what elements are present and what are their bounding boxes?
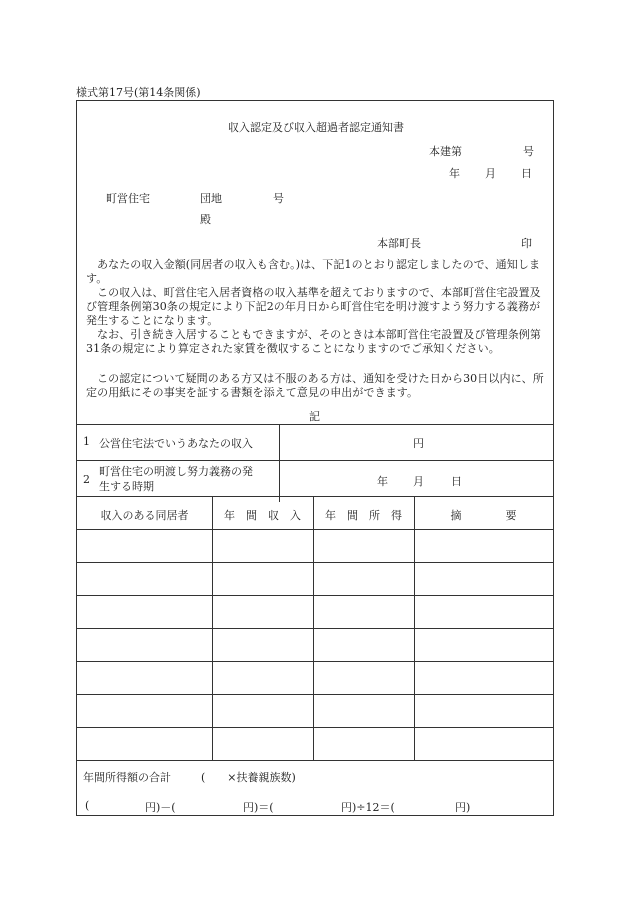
- addressee-housing: 町営住宅: [106, 192, 150, 205]
- total-label: 年間所得額の合計: [83, 771, 171, 784]
- document-title: 収入認定及び収入超過者認定通知書: [228, 121, 404, 134]
- date-year: 年: [449, 167, 460, 180]
- formula-part-3: 円)÷12＝(: [341, 801, 395, 814]
- total-dependents: ( ×扶養親族数): [201, 771, 296, 784]
- doc-number-suffix: 号: [523, 145, 534, 158]
- header-annual-income: 年 間 収 入: [224, 509, 301, 522]
- item-2-year: 年: [377, 475, 388, 488]
- item-2-label-line2: 生する時期: [99, 480, 154, 493]
- item-2-month: 月: [413, 475, 424, 488]
- doc-number-prefix: 本建第: [429, 145, 462, 158]
- header-annual-earnings: 年 間 所 得: [325, 509, 402, 522]
- date-day: 日: [521, 167, 532, 180]
- paragraph-2: この収入は、町営住宅入居者資格の収入基準を超えておりますので、本部町営住宅設置及び管理条例第30条の規定により下記2の年月日から町営住宅を明け渡すよう努力する義務が発生することになります。: [86, 286, 541, 327]
- table-row: [77, 661, 553, 662]
- item-2-label-line1: 町営住宅の明渡し努力義務の発: [99, 465, 253, 478]
- date-month: 月: [485, 167, 496, 180]
- paragraph-3: なお、引き続き入居することもできますが、そのときは本部町営住宅設置及び管理条例第31条の規定により算定された家賃を徴収することになりますのでご承知ください。: [86, 328, 541, 355]
- sender-seal: 印: [521, 237, 532, 250]
- item-2-number: 2: [83, 473, 90, 486]
- paragraph-4: この認定について疑問のある方又は不服のある方は、通知を受けた日から30日以内に、所定の用紙にその事実を証する書類を添えて意見の申出ができます。: [86, 372, 544, 399]
- table-row: [77, 529, 553, 530]
- header-remarks: 摘 要: [450, 509, 517, 522]
- item-1-label: 公営住宅法でいうあなたの収入: [99, 437, 253, 450]
- sender-name: 本部町長: [377, 237, 421, 250]
- addressee-honorific: 殿: [200, 213, 211, 226]
- notice-frame: [76, 100, 554, 816]
- addressee-complex: 団地: [200, 192, 222, 205]
- addressee-number: 号: [273, 192, 284, 205]
- formula-part-1: 円)－(: [145, 801, 176, 814]
- paragraph-1: あなたの収入金額(同居者の収入も含む。)は、下記1のとおり認定しましたので、通知します。: [86, 258, 541, 285]
- table-row: [77, 694, 553, 695]
- formula-part-4: 円): [455, 801, 471, 814]
- table-row: [77, 727, 553, 728]
- header-cohabitant: 収入のある同居者: [100, 509, 189, 522]
- item-1-number: 1: [83, 435, 90, 448]
- formula-open: (: [85, 799, 90, 812]
- item-2-day: 日: [451, 475, 462, 488]
- formula-part-2: 円)＝(: [243, 801, 274, 814]
- table-row: [77, 595, 553, 596]
- ki-label: 記: [309, 410, 320, 423]
- form-number: 様式第17号(第14条関係): [76, 86, 201, 99]
- table-row: [77, 628, 553, 629]
- item-1-value: 円: [413, 437, 424, 450]
- table-row: [77, 562, 553, 563]
